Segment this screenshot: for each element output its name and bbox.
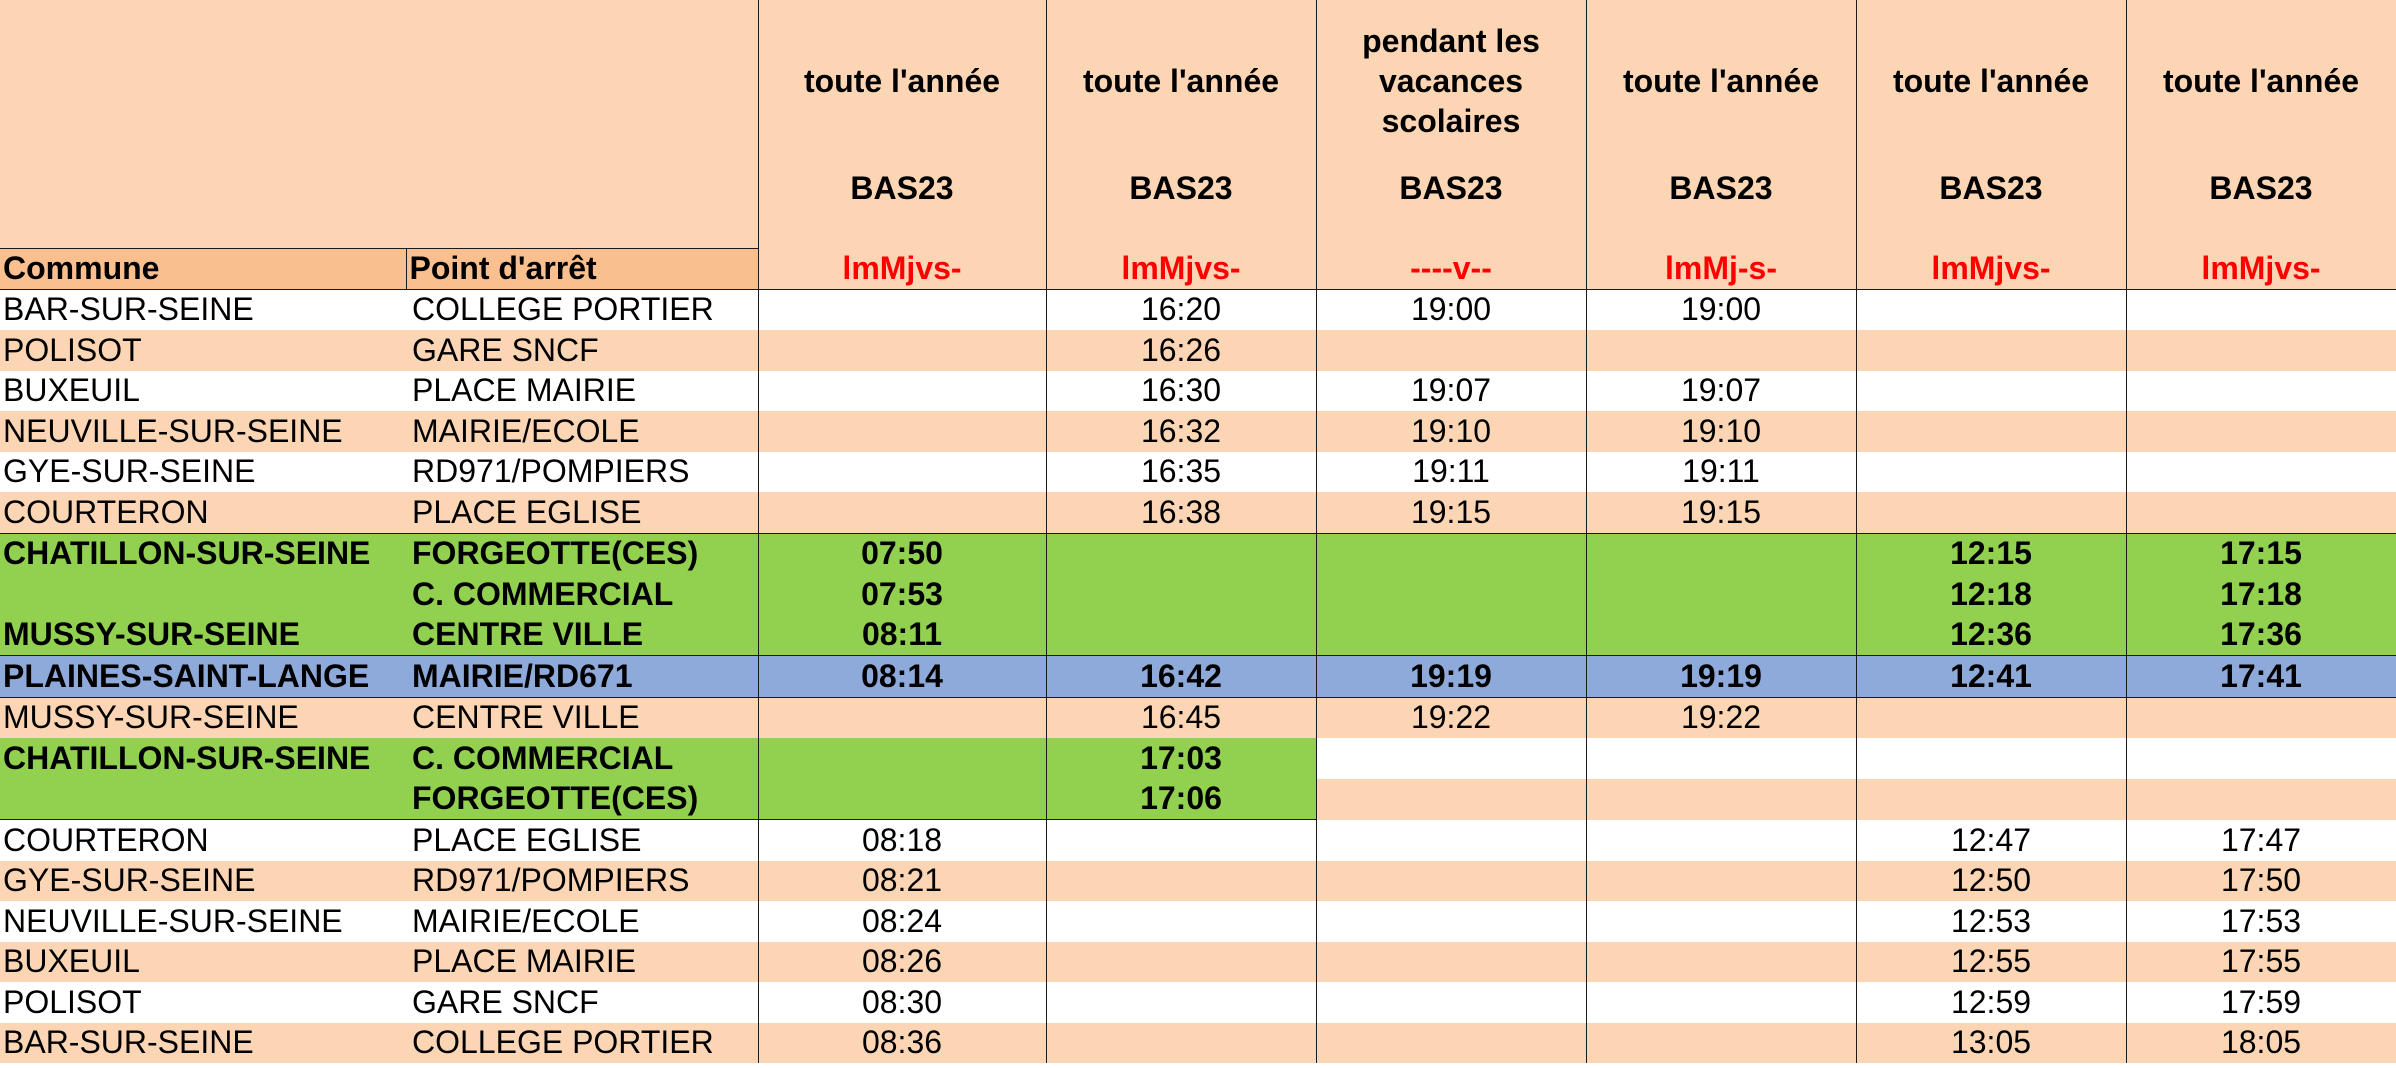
time-cell: 17:15 bbox=[2126, 533, 2396, 574]
time-cell bbox=[1046, 1023, 1316, 1064]
time-cell: 17:50 bbox=[2126, 861, 2396, 902]
time-cell bbox=[1856, 452, 2126, 493]
time-cell bbox=[1316, 861, 1586, 902]
period-label: toute l'année bbox=[803, 63, 1001, 99]
time-cell: 08:36 bbox=[758, 1023, 1046, 1064]
time-cell bbox=[758, 779, 1046, 820]
time-cell: 12:18 bbox=[1856, 574, 2126, 615]
column-header bbox=[1856, 0, 2126, 248]
commune-cell: CHATILLON-SUR-SEINE bbox=[0, 533, 406, 574]
time-cell: 16:26 bbox=[1046, 330, 1316, 371]
stop-cell: CENTRE VILLE bbox=[406, 697, 758, 738]
time-cell: 19:19 bbox=[1586, 656, 1856, 698]
time-cell: 17:18 bbox=[2126, 574, 2396, 615]
table-row bbox=[0, 371, 2396, 412]
time-cell: 17:53 bbox=[2126, 901, 2396, 942]
time-cell bbox=[1586, 615, 1856, 656]
table-row bbox=[0, 861, 2396, 902]
time-cell: 17:55 bbox=[2126, 942, 2396, 983]
stop-cell: MAIRIE/RD671 bbox=[406, 656, 758, 698]
commune-cell: MUSSY-SUR-SEINE bbox=[0, 615, 406, 656]
time-cell bbox=[2126, 738, 2396, 779]
time-cell bbox=[1586, 982, 1856, 1023]
time-cell: 12:59 bbox=[1856, 982, 2126, 1023]
header-row bbox=[0, 0, 2396, 248]
stop-cell: MAIRIE/ECOLE bbox=[406, 411, 758, 452]
line-label: BAS23 bbox=[2209, 170, 2313, 206]
time-cell bbox=[1316, 942, 1586, 983]
commune-cell: NEUVILLE-SUR-SEINE bbox=[0, 411, 406, 452]
column-header bbox=[1046, 0, 1316, 248]
time-cell bbox=[1316, 330, 1586, 371]
header-blank-stop bbox=[406, 0, 758, 248]
time-cell bbox=[2126, 289, 2396, 330]
commune-cell: CHATILLON-SUR-SEINE bbox=[0, 738, 406, 779]
time-cell bbox=[758, 697, 1046, 738]
time-cell bbox=[1856, 697, 2126, 738]
time-cell bbox=[1316, 1023, 1586, 1064]
time-cell bbox=[1586, 330, 1856, 371]
stop-cell: C. COMMERCIAL bbox=[406, 574, 758, 615]
table-row bbox=[0, 779, 2396, 820]
stop-cell: MAIRIE/ECOLE bbox=[406, 901, 758, 942]
table-row bbox=[0, 820, 2396, 861]
commune-cell: PLAINES-SAINT-LANGE bbox=[0, 656, 406, 698]
time-cell bbox=[1046, 942, 1316, 983]
table-row bbox=[0, 697, 2396, 738]
commune-cell: COURTERON bbox=[0, 492, 406, 533]
time-cell bbox=[1586, 1023, 1856, 1064]
time-cell bbox=[1586, 901, 1856, 942]
line-label: BAS23 bbox=[1129, 170, 1233, 206]
time-cell: 19:15 bbox=[1586, 492, 1856, 533]
time-cell: 16:45 bbox=[1046, 697, 1316, 738]
column-header bbox=[758, 0, 1046, 248]
commune-cell: POLISOT bbox=[0, 982, 406, 1023]
time-cell bbox=[1316, 779, 1586, 820]
time-cell bbox=[1856, 289, 2126, 330]
column-header bbox=[2126, 0, 2396, 248]
time-cell: 08:18 bbox=[758, 820, 1046, 861]
time-cell: 16:42 bbox=[1046, 656, 1316, 698]
commune-cell: BAR-SUR-SEINE bbox=[0, 1023, 406, 1064]
stop-cell: FORGEOTTE(CES) bbox=[406, 533, 758, 574]
period-label: toute l'année bbox=[1622, 63, 1820, 99]
stop-cell: COLLEGE PORTIER bbox=[406, 289, 758, 330]
time-cell bbox=[2126, 371, 2396, 412]
table-row bbox=[0, 615, 2396, 656]
time-cell: 19:00 bbox=[1316, 289, 1586, 330]
time-cell bbox=[1046, 574, 1316, 615]
commune-cell: BUXEUIL bbox=[0, 371, 406, 412]
table-row bbox=[0, 1023, 2396, 1064]
time-cell: 19:00 bbox=[1586, 289, 1856, 330]
time-cell bbox=[1316, 574, 1586, 615]
time-cell bbox=[1856, 411, 2126, 452]
time-cell: 18:05 bbox=[2126, 1023, 2396, 1064]
commune-cell: POLISOT bbox=[0, 330, 406, 371]
time-cell bbox=[758, 371, 1046, 412]
table-row bbox=[0, 982, 2396, 1023]
time-cell: 08:14 bbox=[758, 656, 1046, 698]
stop-cell: PLACE MAIRIE bbox=[406, 371, 758, 412]
time-cell bbox=[2126, 411, 2396, 452]
time-cell bbox=[1316, 615, 1586, 656]
period-label: pendant les vacances scolaires bbox=[1362, 23, 1540, 139]
stop-cell: C. COMMERCIAL bbox=[406, 738, 758, 779]
time-cell: 12:53 bbox=[1856, 901, 2126, 942]
time-cell bbox=[1586, 820, 1856, 861]
time-cell: 19:11 bbox=[1316, 452, 1586, 493]
time-cell: 17:36 bbox=[2126, 615, 2396, 656]
time-cell bbox=[1586, 738, 1856, 779]
days-code: lmMjvs- bbox=[758, 248, 1046, 289]
time-cell: 07:50 bbox=[758, 533, 1046, 574]
stop-cell: CENTRE VILLE bbox=[406, 615, 758, 656]
line-label: BAS23 bbox=[1939, 170, 2043, 206]
time-cell bbox=[1856, 738, 2126, 779]
table-row bbox=[0, 656, 2396, 698]
time-cell: 17:03 bbox=[1046, 738, 1316, 779]
time-cell: 19:22 bbox=[1316, 697, 1586, 738]
time-cell bbox=[1856, 492, 2126, 533]
stop-cell: PLACE EGLISE bbox=[406, 820, 758, 861]
time-cell bbox=[758, 289, 1046, 330]
time-cell bbox=[1046, 982, 1316, 1023]
time-cell: 12:15 bbox=[1856, 533, 2126, 574]
time-cell: 12:47 bbox=[1856, 820, 2126, 861]
time-cell bbox=[1316, 982, 1586, 1023]
time-cell: 08:30 bbox=[758, 982, 1046, 1023]
days-code: lmMjvs- bbox=[2126, 248, 2396, 289]
table-row bbox=[0, 452, 2396, 493]
commune-cell: GYE-SUR-SEINE bbox=[0, 861, 406, 902]
time-cell bbox=[1046, 615, 1316, 656]
time-cell: 17:41 bbox=[2126, 656, 2396, 698]
line-label: BAS23 bbox=[1399, 170, 1503, 206]
days-code: ----v-- bbox=[1316, 248, 1586, 289]
time-cell bbox=[1316, 533, 1586, 574]
time-cell bbox=[2126, 330, 2396, 371]
stop-cell: GARE SNCF bbox=[406, 330, 758, 371]
time-cell: 19:10 bbox=[1316, 411, 1586, 452]
time-cell bbox=[758, 411, 1046, 452]
commune-column-label: Commune bbox=[0, 248, 406, 289]
column-header bbox=[1316, 0, 1586, 248]
time-cell bbox=[1856, 371, 2126, 412]
time-cell: 17:59 bbox=[2126, 982, 2396, 1023]
table-row bbox=[0, 574, 2396, 615]
time-cell: 16:20 bbox=[1046, 289, 1316, 330]
stop-cell: FORGEOTTE(CES) bbox=[406, 779, 758, 820]
time-cell bbox=[1046, 820, 1316, 861]
time-cell bbox=[2126, 492, 2396, 533]
table-row bbox=[0, 942, 2396, 983]
time-cell: 19:19 bbox=[1316, 656, 1586, 698]
time-cell: 07:53 bbox=[758, 574, 1046, 615]
time-cell bbox=[1316, 901, 1586, 942]
days-code: lmMj-s- bbox=[1586, 248, 1856, 289]
time-cell bbox=[758, 452, 1046, 493]
period-label: toute l'année bbox=[1082, 63, 1280, 99]
stop-column-label: Point d'arrêt bbox=[406, 248, 758, 289]
time-cell: 08:21 bbox=[758, 861, 1046, 902]
time-cell: 17:47 bbox=[2126, 820, 2396, 861]
time-cell bbox=[1856, 779, 2126, 820]
table-row bbox=[0, 901, 2396, 942]
table-row bbox=[0, 289, 2396, 330]
time-cell: 08:24 bbox=[758, 901, 1046, 942]
time-cell bbox=[1586, 861, 1856, 902]
line-label: BAS23 bbox=[1669, 170, 1773, 206]
table-row bbox=[0, 492, 2396, 533]
time-cell bbox=[1586, 533, 1856, 574]
stop-cell: GARE SNCF bbox=[406, 982, 758, 1023]
column-header bbox=[1586, 0, 1856, 248]
table-row bbox=[0, 533, 2396, 574]
time-cell bbox=[1046, 533, 1316, 574]
time-cell: 17:06 bbox=[1046, 779, 1316, 820]
time-cell: 16:32 bbox=[1046, 411, 1316, 452]
table-row bbox=[0, 411, 2396, 452]
time-cell: 12:41 bbox=[1856, 656, 2126, 698]
time-cell bbox=[1586, 942, 1856, 983]
time-cell: 08:26 bbox=[758, 942, 1046, 983]
stop-cell: RD971/POMPIERS bbox=[406, 452, 758, 493]
commune-cell: BUXEUIL bbox=[0, 942, 406, 983]
stop-cell: RD971/POMPIERS bbox=[406, 861, 758, 902]
label-row bbox=[0, 248, 2396, 289]
table-row bbox=[0, 738, 2396, 779]
line-label: BAS23 bbox=[850, 170, 954, 206]
time-cell bbox=[1316, 820, 1586, 861]
time-cell: 19:07 bbox=[1316, 371, 1586, 412]
stop-cell: COLLEGE PORTIER bbox=[406, 1023, 758, 1064]
days-code: lmMjvs- bbox=[1856, 248, 2126, 289]
time-cell: 19:22 bbox=[1586, 697, 1856, 738]
stop-cell: PLACE MAIRIE bbox=[406, 942, 758, 983]
days-code: lmMjvs- bbox=[1046, 248, 1316, 289]
period-label: toute l'année bbox=[2162, 63, 2360, 99]
time-cell bbox=[758, 738, 1046, 779]
table-row bbox=[0, 330, 2396, 371]
time-cell bbox=[1316, 738, 1586, 779]
commune-cell bbox=[0, 779, 406, 820]
commune-cell bbox=[0, 574, 406, 615]
commune-cell: COURTERON bbox=[0, 820, 406, 861]
time-cell bbox=[1586, 779, 1856, 820]
commune-cell: GYE-SUR-SEINE bbox=[0, 452, 406, 493]
time-cell bbox=[758, 492, 1046, 533]
time-cell: 16:38 bbox=[1046, 492, 1316, 533]
time-cell bbox=[1856, 330, 2126, 371]
commune-cell: BAR-SUR-SEINE bbox=[0, 289, 406, 330]
time-cell: 12:36 bbox=[1856, 615, 2126, 656]
period-label: toute l'année bbox=[1892, 63, 2090, 99]
time-cell bbox=[1046, 901, 1316, 942]
time-cell: 08:11 bbox=[758, 615, 1046, 656]
time-cell: 19:07 bbox=[1586, 371, 1856, 412]
time-cell: 19:11 bbox=[1586, 452, 1856, 493]
time-cell: 12:50 bbox=[1856, 861, 2126, 902]
commune-cell: NEUVILLE-SUR-SEINE bbox=[0, 901, 406, 942]
time-cell: 13:05 bbox=[1856, 1023, 2126, 1064]
time-cell: 12:55 bbox=[1856, 942, 2126, 983]
time-cell bbox=[758, 330, 1046, 371]
stop-cell: PLACE EGLISE bbox=[406, 492, 758, 533]
time-cell bbox=[2126, 452, 2396, 493]
time-cell bbox=[1586, 574, 1856, 615]
header-blank-commune bbox=[0, 0, 406, 248]
time-cell: 16:30 bbox=[1046, 371, 1316, 412]
time-cell bbox=[2126, 697, 2396, 738]
time-cell: 16:35 bbox=[1046, 452, 1316, 493]
time-cell bbox=[1046, 861, 1316, 902]
time-cell: 19:10 bbox=[1586, 411, 1856, 452]
commune-cell: MUSSY-SUR-SEINE bbox=[0, 697, 406, 738]
time-cell: 19:15 bbox=[1316, 492, 1586, 533]
time-cell bbox=[2126, 779, 2396, 820]
